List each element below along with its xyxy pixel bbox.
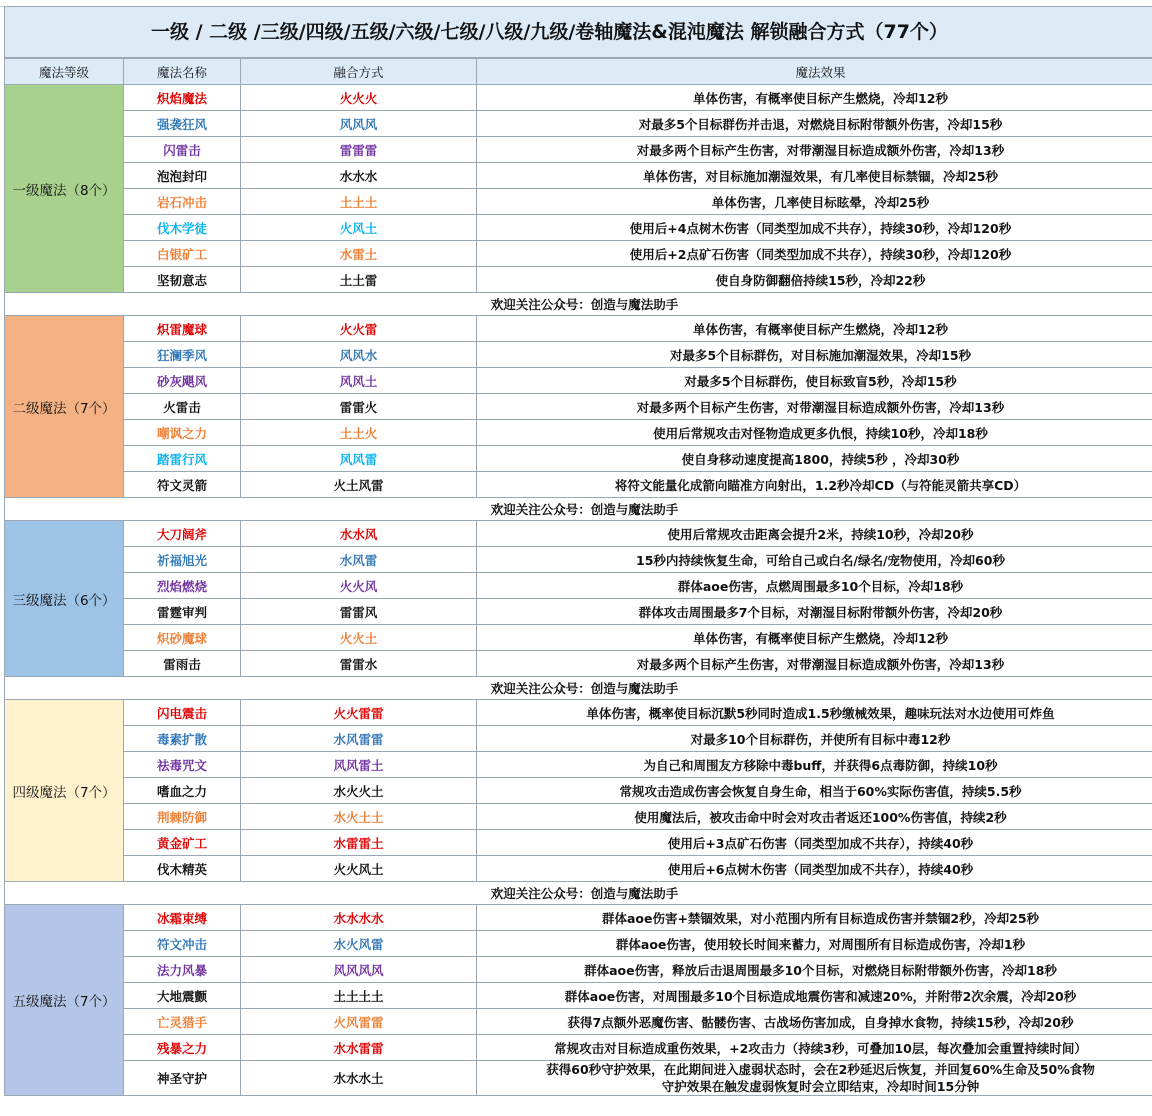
magic-table (4, 58, 1152, 1096)
magic-name: 法力风暴 (124, 957, 241, 983)
magic-effect: 使用后常规攻击对怪物造成更多仇恨，持续10秒，冷却18秒 (477, 420, 1152, 446)
magic-effect: 常规攻击对目标造成重伤效果，+2攻击力（持续3秒，可叠加10层，每次叠加会重置持续时间） (477, 1035, 1152, 1061)
fusion-recipe: 水火火土 (241, 778, 477, 804)
fusion-recipe: 水水水 (241, 163, 477, 189)
fusion-recipe: 风风土 (241, 368, 477, 394)
table-row (5, 752, 1152, 778)
note-row (5, 882, 1152, 905)
table-row (5, 905, 1152, 931)
magic-effect: 群体aoe伤害，释放后击退周围最多10个目标，对燃烧目标附带额外伤害，冷却18秒 (477, 957, 1152, 983)
magic-name: 神圣守护 (124, 1061, 241, 1096)
magic-name: 闪电震击 (124, 700, 241, 726)
fusion-recipe: 水水水水 (241, 905, 477, 931)
fusion-recipe: 火火风土 (241, 856, 477, 882)
level-cell: 三级魔法（6个） (5, 521, 124, 677)
table-row (5, 267, 1152, 293)
fusion-recipe: 土土火 (241, 420, 477, 446)
magic-effect: 单体伤害，有概率使目标产生燃烧，冷却12秒 (477, 625, 1152, 651)
magic-effect: 15秒内持续恢复生命，可给自己或白名/绿名/宠物使用，冷却60秒 (477, 547, 1152, 573)
fusion-recipe: 土土土土 (241, 983, 477, 1009)
magic-name: 荆棘防御 (124, 804, 241, 830)
fusion-recipe: 水风雷雷 (241, 726, 477, 752)
fusion-recipe: 水火土土 (241, 804, 477, 830)
magic-effect: 使用后+2点矿石伤害（同类型加成不共存），持续30秒，冷却120秒 (477, 241, 1152, 267)
magic-effect: 使自身移动速度提高1800，持续5秒 ，冷却30秒 (477, 446, 1152, 472)
magic-name: 雷霆审判 (124, 599, 241, 625)
table-row (5, 446, 1152, 472)
note-row (5, 677, 1152, 700)
magic-name: 大地震颤 (124, 983, 241, 1009)
table-row (5, 521, 1152, 547)
magic-name: 嘲讽之力 (124, 420, 241, 446)
promo-note: 欢迎关注公众号：创造与魔法助手 (5, 498, 1152, 521)
effect-line: 守护效果在触发虚弱恢复时会立即结束，冷却时间15分钟 (661, 1079, 980, 1094)
fusion-recipe: 风风雷土 (241, 752, 477, 778)
table-row (5, 85, 1152, 111)
magic-effect: 常规攻击造成伤害会恢复自身生命，相当于60%实际伤害值，持续5.5秒 (477, 778, 1152, 804)
header-fusion: 融合方式 (241, 59, 477, 85)
magic-name: 炽砂魔球 (124, 625, 241, 651)
table-row (5, 1009, 1152, 1035)
magic-name: 狂澜季风 (124, 342, 241, 368)
fusion-recipe: 雷雷雷 (241, 137, 477, 163)
table-row (5, 1061, 1152, 1096)
table-row (5, 778, 1152, 804)
promo-note: 欢迎关注公众号：创造与魔法助手 (5, 293, 1152, 316)
magic-name: 黄金矿工 (124, 830, 241, 856)
magic-name: 毒素扩散 (124, 726, 241, 752)
fusion-recipe: 雷雷风 (241, 599, 477, 625)
table-row (5, 316, 1152, 342)
level-cell: 二级魔法（7个） (5, 316, 124, 498)
fusion-recipe: 风风雷 (241, 446, 477, 472)
magic-effect (477, 1061, 1152, 1096)
promo-note: 欢迎关注公众号：创造与魔法助手 (5, 677, 1152, 700)
table-row (5, 573, 1152, 599)
magic-effect: 群体攻击周围最多7个目标，对潮湿目标附带额外伤害，冷却20秒 (477, 599, 1152, 625)
header-row (5, 59, 1152, 85)
fusion-recipe: 水水雷雷 (241, 1035, 477, 1061)
magic-name: 嗜血之力 (124, 778, 241, 804)
fusion-recipe: 火风雷雷 (241, 1009, 477, 1035)
table-row (5, 137, 1152, 163)
magic-name: 坚韧意志 (124, 267, 241, 293)
table-row (5, 241, 1152, 267)
level-cell: 五级魔法（7个） (5, 905, 124, 1096)
table-row (5, 111, 1152, 137)
header-effect: 魔法效果 (477, 59, 1152, 85)
magic-effect: 对最多10个目标群伤，并使所有目标中毒12秒 (477, 726, 1152, 752)
table-row (5, 368, 1152, 394)
magic-name: 炽雷魔球 (124, 316, 241, 342)
fusion-recipe: 风风水 (241, 342, 477, 368)
magic-name: 大刀阔斧 (124, 521, 241, 547)
level-cell: 一级魔法（8个） (5, 85, 124, 293)
fusion-recipe: 土土土 (241, 189, 477, 215)
magic-effect: 为自己和周围友方移除中毒buff，并获得6点毒防御，持续10秒 (477, 752, 1152, 778)
table-row (5, 472, 1152, 498)
fusion-recipe: 土土雷 (241, 267, 477, 293)
magic-name: 白银矿工 (124, 241, 241, 267)
magic-effect: 群体aoe伤害，使用较长时间来蓄力，对周围所有目标造成伤害，冷却1秒 (477, 931, 1152, 957)
header-level: 魔法等级 (5, 59, 124, 85)
fusion-recipe: 雷雷火 (241, 394, 477, 420)
magic-effect: 单体伤害，有概率使目标产生燃烧，冷却12秒 (477, 85, 1152, 111)
magic-effect: 使用后+3点矿石伤害（同类型加成不共存），持续40秒 (477, 830, 1152, 856)
magic-effect: 单体伤害，有概率使目标产生燃烧，冷却12秒 (477, 316, 1152, 342)
fusion-recipe: 水风雷 (241, 547, 477, 573)
magic-name: 伐木精英 (124, 856, 241, 882)
magic-name: 强袭狂风 (124, 111, 241, 137)
magic-effect: 群体aoe伤害，点燃周围最多10个目标，冷却18秒 (477, 573, 1152, 599)
magic-effect: 对最多两个目标产生伤害，对带潮湿目标造成额外伤害，冷却13秒 (477, 394, 1152, 420)
magic-name: 祛毒咒文 (124, 752, 241, 778)
magic-name: 砂灰飓风 (124, 368, 241, 394)
fusion-recipe: 水火风雷 (241, 931, 477, 957)
magic-name: 火雷击 (124, 394, 241, 420)
fusion-recipe: 雷雷水 (241, 651, 477, 677)
table-row (5, 651, 1152, 677)
table-row (5, 599, 1152, 625)
magic-name: 雷雨击 (124, 651, 241, 677)
fusion-recipe: 水水水土 (241, 1061, 477, 1096)
magic-effect: 对最多5个目标群伤，使目标致盲5秒，冷却15秒 (477, 368, 1152, 394)
table-row (5, 394, 1152, 420)
magic-name: 泡泡封印 (124, 163, 241, 189)
header-name: 魔法名称 (124, 59, 241, 85)
table-row (5, 189, 1152, 215)
table-row (5, 420, 1152, 446)
magic-name: 祈福旭光 (124, 547, 241, 573)
magic-effect: 对最多5个目标群伤并击退，对燃烧目标附带额外伤害，冷却15秒 (477, 111, 1152, 137)
table-row (5, 830, 1152, 856)
fusion-recipe: 风风风 (241, 111, 477, 137)
table-row (5, 931, 1152, 957)
fusion-recipe: 火土风雷 (241, 472, 477, 498)
note-row (5, 293, 1152, 316)
table-row (5, 342, 1152, 368)
magic-effect: 对最多5个目标群伤，对目标施加潮湿效果，冷却15秒 (477, 342, 1152, 368)
magic-name: 炽焰魔法 (124, 85, 241, 111)
magic-name: 亡灵猎手 (124, 1009, 241, 1035)
magic-name: 闪雷击 (124, 137, 241, 163)
magic-name: 冰霜束缚 (124, 905, 241, 931)
fusion-recipe: 火火土 (241, 625, 477, 651)
table-row (5, 726, 1152, 752)
table-row (5, 215, 1152, 241)
magic-name: 踏雷行风 (124, 446, 241, 472)
magic-effect: 将符文能量化成箭向瞄准方向射出，1.2秒冷却CD（与符能灵箭共享CD） (477, 472, 1152, 498)
table-row (5, 547, 1152, 573)
magic-name: 残暴之力 (124, 1035, 241, 1061)
fusion-recipe: 火火雷雷 (241, 700, 477, 726)
fusion-recipe: 风风风风 (241, 957, 477, 983)
table-row (5, 700, 1152, 726)
note-row (5, 498, 1152, 521)
table-row (5, 957, 1152, 983)
magic-effect: 使自身防御翻倍持续15秒，冷却22秒 (477, 267, 1152, 293)
promo-note: 欢迎关注公众号：创造与魔法助手 (5, 882, 1152, 905)
magic-effect: 单体伤害，几率使目标眩晕，冷却25秒 (477, 189, 1152, 215)
magic-effect: 对最多两个目标产生伤害，对带潮湿目标造成额外伤害，冷却13秒 (477, 651, 1152, 677)
magic-effect: 单体伤害，概率使目标沉默5秒同时造成1.5秒缴械效果，趣味玩法对水边使用可炸鱼 (477, 700, 1152, 726)
fusion-recipe: 火火火 (241, 85, 477, 111)
level-cell: 四级魔法（7个） (5, 700, 124, 882)
fusion-recipe: 水雷雷土 (241, 830, 477, 856)
table-row (5, 1035, 1152, 1061)
effect-line: 获得60秒守护效果，在此期间进入虚弱状态时，会在2秒延迟后恢复，并回复60%生命及50%食物 (546, 1062, 1095, 1077)
magic-effect: 群体aoe伤害+禁锢效果，对小范围内所有目标造成伤害并禁锢2秒，冷却25秒 (477, 905, 1152, 931)
magic-name: 符文冲击 (124, 931, 241, 957)
fusion-recipe: 火火雷 (241, 316, 477, 342)
table-row (5, 983, 1152, 1009)
magic-effect: 使用后+4点树木伤害（同类型加成不共存），持续30秒，冷却120秒 (477, 215, 1152, 241)
magic-name: 烈焰燃烧 (124, 573, 241, 599)
magic-name: 伐木学徒 (124, 215, 241, 241)
fusion-recipe: 火火风 (241, 573, 477, 599)
magic-effect: 使用后常规攻击距离会提升2米，持续10秒，冷却20秒 (477, 521, 1152, 547)
fusion-recipe: 水水风 (241, 521, 477, 547)
magic-effect: 获得7点额外恶魔伤害、骷髅伤害、古战场伤害加成，自身掉水食物，持续15秒，冷却20秒 (477, 1009, 1152, 1035)
page-title: 一级 / 二级 /三级/四级/五级/六级/七级/八级/九级/卷轴魔法&混沌魔法 解锁融合方式（77个） (4, 6, 1152, 58)
table-row (5, 163, 1152, 189)
fusion-recipe: 水雷土 (241, 241, 477, 267)
magic-effect: 使用后+6点树木伤害（同类型加成不共存），持续40秒 (477, 856, 1152, 882)
magic-name: 岩石冲击 (124, 189, 241, 215)
table-row (5, 856, 1152, 882)
magic-name: 符文灵箭 (124, 472, 241, 498)
table-row (5, 625, 1152, 651)
magic-effect: 群体aoe伤害，对周围最多10个目标造成地震伤害和减速20%，并附带2次余震，冷却20秒 (477, 983, 1152, 1009)
magic-effect: 使用魔法后，被攻击命中时会对攻击者返还100%伤害值，持续2秒 (477, 804, 1152, 830)
fusion-recipe: 火风土 (241, 215, 477, 241)
table-row (5, 804, 1152, 830)
magic-effect: 单体伤害，对目标施加潮湿效果，有几率使目标禁锢，冷却25秒 (477, 163, 1152, 189)
magic-effect: 对最多两个目标产生伤害，对带潮湿目标造成额外伤害，冷却13秒 (477, 137, 1152, 163)
